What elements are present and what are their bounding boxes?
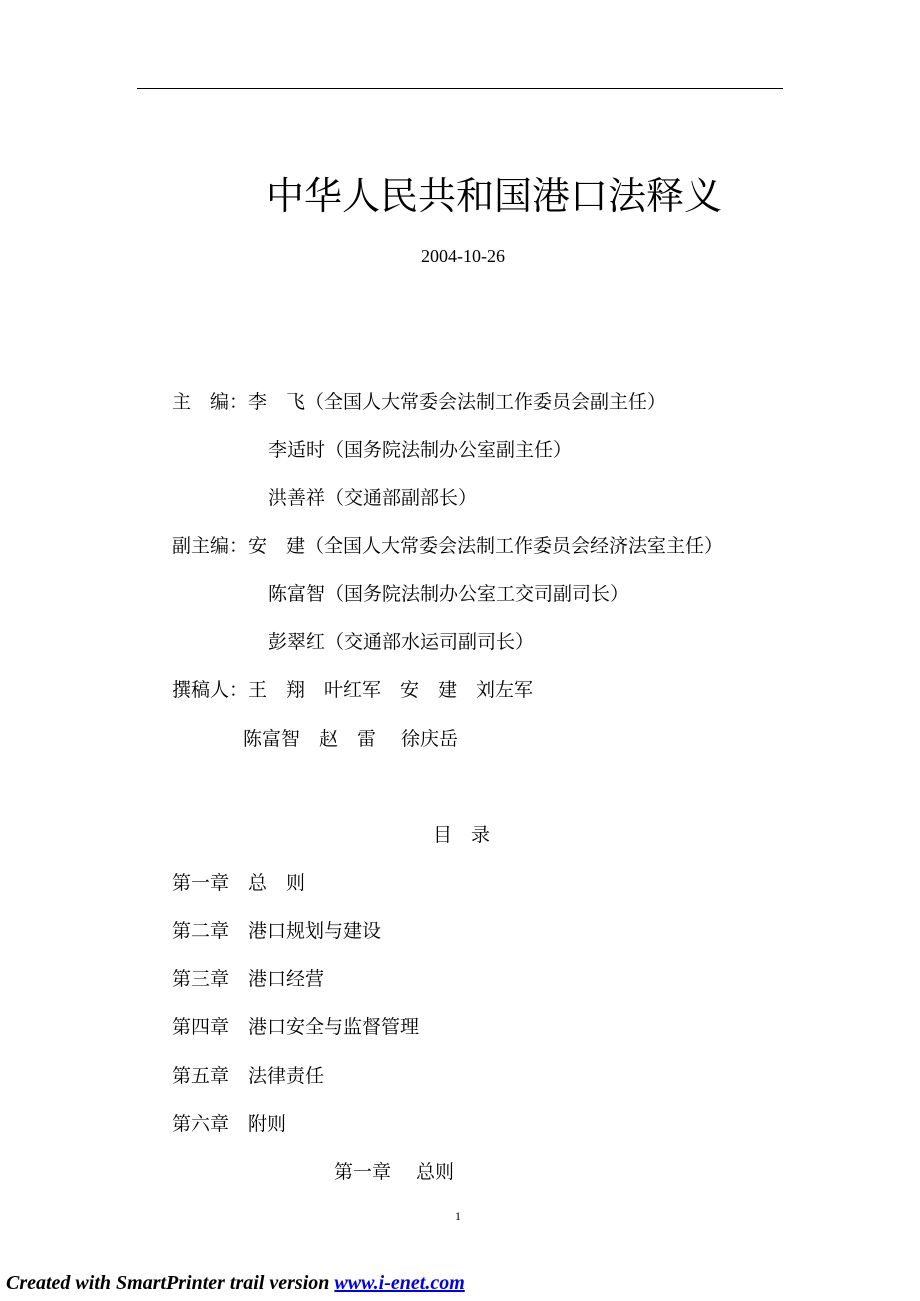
credit-line-chief-editor-3: 洪善祥（交通部副部长） <box>268 487 478 509</box>
toc-item: 第一章 总 则 <box>172 872 306 894</box>
toc-heading: 目 录 <box>433 824 491 846</box>
toc-item: 第二章 港口规划与建设 <box>172 920 382 942</box>
credit-line-writers: 撰稿人：王 翔 叶红军 安 建 刘左军 <box>172 679 534 701</box>
watermark-banner <box>6 1270 465 1296</box>
credit-line-deputy-editor-3: 彭翠红（交通部水运司副司长） <box>268 631 535 653</box>
toc-item: 第四章 港口安全与监督管理 <box>172 1016 420 1038</box>
toc-item: 第六章 附则 <box>172 1113 287 1135</box>
credit-line-deputy-editor: 副主编：安 建（全国人大常委会法制工作委员会经济法室主任） <box>172 535 724 557</box>
toc-item: 第五章 法律责任 <box>172 1065 325 1087</box>
credit-line-deputy-editor-2: 陈富智（国务院法制办公室工交司副司长） <box>268 583 630 605</box>
watermark-link[interactable]: www.i-enet.com <box>334 1272 465 1294</box>
page-number: 1 <box>455 1209 461 1223</box>
document-date: 2004-10-26 <box>421 246 505 266</box>
chapter-heading: 第一章 总则 <box>334 1161 455 1183</box>
toc-item: 第三章 港口经营 <box>172 968 325 990</box>
credit-line-chief-editor-2: 李适时（国务院法制办公室副主任） <box>268 439 573 461</box>
header-rule <box>137 88 783 89</box>
watermark-text: Created with SmartPrinter trail version <box>6 1272 335 1294</box>
credit-line-chief-editor: 主 编：李 飞（全国人大常委会法制工作委员会副主任） <box>172 391 667 413</box>
credit-line-writers-2: 陈富智 赵 雷 徐庆岳 <box>243 728 459 750</box>
document-title: 中华人民共和国港口法释义 <box>266 174 723 218</box>
